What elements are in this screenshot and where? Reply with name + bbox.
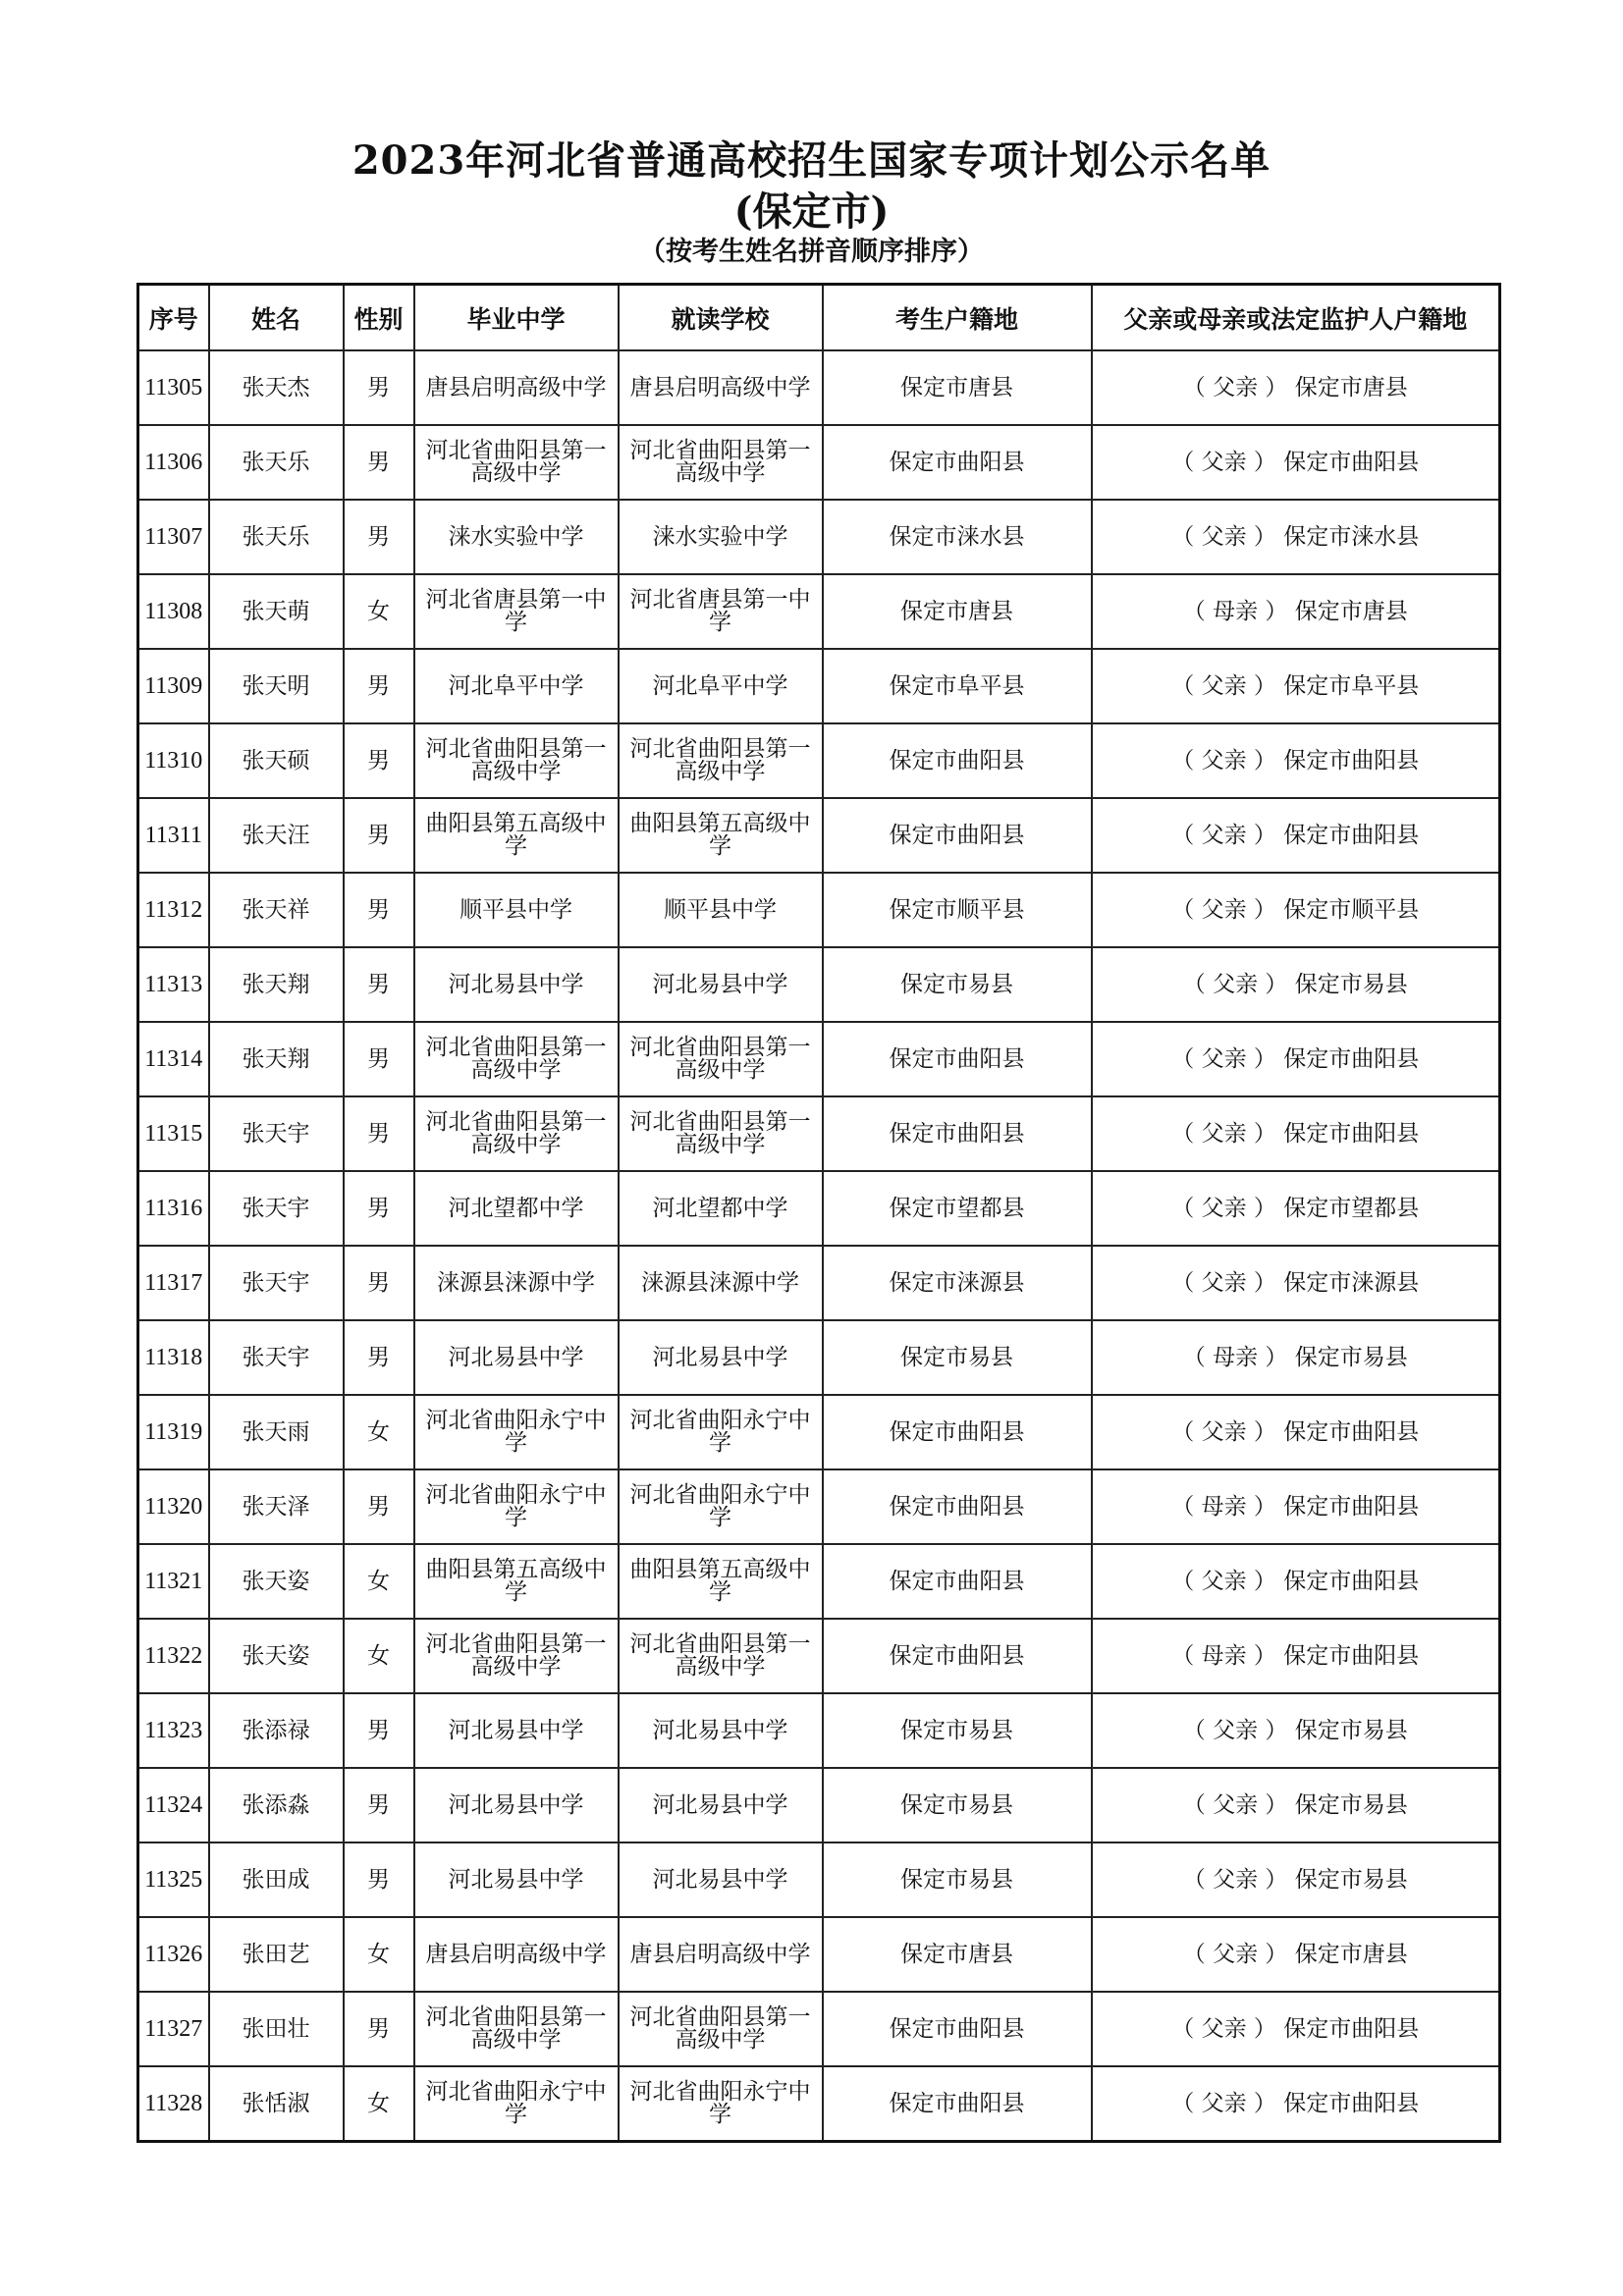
cell-serial: 11314: [138, 1022, 209, 1096]
cell-current-school: 河北省曲阳永宁中学: [619, 1469, 823, 1544]
cell-current-school: 唐县启明高级中学: [619, 1917, 823, 1992]
cell-guardian-household: （ 父亲 ） 保定市曲阳县: [1092, 1096, 1500, 1171]
cell-student-household: 保定市曲阳县: [823, 723, 1092, 798]
cell-current-school: 河北易县中学: [619, 1842, 823, 1917]
cell-guardian-household: （ 母亲 ） 保定市曲阳县: [1092, 1619, 1500, 1693]
header-student-household: 考生户籍地: [823, 285, 1092, 351]
cell-graduation-school: 曲阳县第五高级中学: [414, 1544, 619, 1619]
cell-current-school: 河北望都中学: [619, 1171, 823, 1246]
cell-current-school: 河北阜平中学: [619, 649, 823, 723]
cell-student-household: 保定市曲阳县: [823, 1096, 1092, 1171]
cell-current-school: 河北易县中学: [619, 1768, 823, 1842]
cell-graduation-school: 河北省曲阳县第一高级中学: [414, 1992, 619, 2066]
cell-gender: 女: [344, 1544, 414, 1619]
cell-serial: 11322: [138, 1619, 209, 1693]
cell-current-school: 河北省曲阳县第一高级中学: [619, 1992, 823, 2066]
cell-student-household: 保定市曲阳县: [823, 798, 1092, 873]
cell-student-household: 保定市易县: [823, 1768, 1092, 1842]
cell-gender: 男: [344, 1246, 414, 1320]
cell-serial: 11327: [138, 1992, 209, 2066]
cell-serial: 11320: [138, 1469, 209, 1544]
table-row: [138, 574, 1500, 649]
cell-name: 张天姿: [209, 1619, 344, 1693]
table-row: [138, 1544, 1500, 1619]
cell-guardian-household: （ 父亲 ） 保定市唐县: [1092, 1917, 1500, 1992]
header-guardian-household: 父亲或母亲或法定监护人户籍地: [1092, 285, 1500, 351]
cell-student-household: 保定市曲阳县: [823, 425, 1092, 500]
table-row: [138, 1022, 1500, 1096]
cell-graduation-school: 河北省曲阳县第一高级中学: [414, 1096, 619, 1171]
table-row: [138, 723, 1500, 798]
cell-serial: 11319: [138, 1395, 209, 1469]
cell-serial: 11307: [138, 500, 209, 574]
cell-student-household: 保定市曲阳县: [823, 2066, 1092, 2142]
table-row: [138, 350, 1500, 425]
table-header-row: [138, 285, 1500, 351]
cell-current-school: 河北省曲阳永宁中学: [619, 2066, 823, 2142]
cell-serial: 11326: [138, 1917, 209, 1992]
cell-gender: 男: [344, 350, 414, 425]
header-current-school: 就读学校: [619, 285, 823, 351]
cell-name: 张天宇: [209, 1171, 344, 1246]
cell-graduation-school: 河北省曲阳永宁中学: [414, 1469, 619, 1544]
cell-gender: 男: [344, 500, 414, 574]
cell-student-household: 保定市曲阳县: [823, 1022, 1092, 1096]
cell-graduation-school: 河北省曲阳县第一高级中学: [414, 1022, 619, 1096]
cell-guardian-household: （ 父亲 ） 保定市顺平县: [1092, 873, 1500, 947]
cell-graduation-school: 涞源县涞源中学: [414, 1246, 619, 1320]
cell-serial: 11313: [138, 947, 209, 1022]
cell-graduation-school: 河北阜平中学: [414, 649, 619, 723]
cell-current-school: 曲阳县第五高级中学: [619, 1544, 823, 1619]
cell-gender: 男: [344, 1469, 414, 1544]
cell-gender: 男: [344, 873, 414, 947]
cell-student-household: 保定市曲阳县: [823, 1992, 1092, 2066]
cell-graduation-school: 河北易县中学: [414, 1842, 619, 1917]
table-row: [138, 1246, 1500, 1320]
cell-guardian-household: （ 父亲 ） 保定市阜平县: [1092, 649, 1500, 723]
cell-serial: 11325: [138, 1842, 209, 1917]
roster-table: [136, 283, 1501, 2143]
cell-student-household: 保定市唐县: [823, 350, 1092, 425]
table-row: [138, 1768, 1500, 1842]
cell-student-household: 保定市易县: [823, 1320, 1092, 1395]
cell-student-household: 保定市顺平县: [823, 873, 1092, 947]
cell-guardian-household: （ 父亲 ） 保定市曲阳县: [1092, 2066, 1500, 2142]
cell-name: 张添禄: [209, 1693, 344, 1768]
cell-guardian-household: （ 母亲 ） 保定市唐县: [1092, 574, 1500, 649]
cell-name: 张恬淑: [209, 2066, 344, 2142]
cell-serial: 11315: [138, 1096, 209, 1171]
cell-serial: 11318: [138, 1320, 209, 1395]
cell-guardian-household: （ 母亲 ） 保定市曲阳县: [1092, 1469, 1500, 1544]
cell-graduation-school: 河北省曲阳县第一高级中学: [414, 1619, 619, 1693]
cell-serial: 11323: [138, 1693, 209, 1768]
sort-note: （按考生姓名拼音顺序排序）: [639, 237, 984, 267]
cell-serial: 11324: [138, 1768, 209, 1842]
cell-student-household: 保定市涞水县: [823, 500, 1092, 574]
table-row: [138, 1320, 1500, 1395]
cell-student-household: 保定市涞源县: [823, 1246, 1092, 1320]
cell-name: 张天泽: [209, 1469, 344, 1544]
header-name: 姓名: [209, 285, 344, 351]
cell-graduation-school: 河北省曲阳县第一高级中学: [414, 723, 619, 798]
cell-name: 张天宇: [209, 1320, 344, 1395]
cell-gender: 女: [344, 1395, 414, 1469]
cell-current-school: 河北省曲阳县第一高级中学: [619, 425, 823, 500]
cell-guardian-household: （ 母亲 ） 保定市易县: [1092, 1320, 1500, 1395]
cell-gender: 女: [344, 1619, 414, 1693]
table-row: [138, 1917, 1500, 1992]
cell-name: 张天乐: [209, 425, 344, 500]
cell-serial: 11312: [138, 873, 209, 947]
cell-name: 张田艺: [209, 1917, 344, 1992]
cell-serial: 11317: [138, 1246, 209, 1320]
cell-guardian-household: （ 父亲 ） 保定市曲阳县: [1092, 1022, 1500, 1096]
cell-serial: 11321: [138, 1544, 209, 1619]
cell-graduation-school: 河北易县中学: [414, 947, 619, 1022]
cell-current-school: 河北省曲阳县第一高级中学: [619, 723, 823, 798]
cell-name: 张天祥: [209, 873, 344, 947]
cell-name: 张天萌: [209, 574, 344, 649]
cell-name: 张添淼: [209, 1768, 344, 1842]
cell-current-school: 涞水实验中学: [619, 500, 823, 574]
cell-gender: 男: [344, 723, 414, 798]
cell-graduation-school: 唐县启明高级中学: [414, 350, 619, 425]
table-row: [138, 1619, 1500, 1693]
cell-gender: 男: [344, 947, 414, 1022]
cell-guardian-household: （ 父亲 ） 保定市曲阳县: [1092, 1544, 1500, 1619]
cell-gender: 女: [344, 1917, 414, 1992]
cell-guardian-household: （ 父亲 ） 保定市曲阳县: [1092, 723, 1500, 798]
cell-gender: 男: [344, 1022, 414, 1096]
cell-gender: 男: [344, 1171, 414, 1246]
cell-current-school: 河北易县中学: [619, 1320, 823, 1395]
cell-student-household: 保定市易县: [823, 1842, 1092, 1917]
cell-graduation-school: 河北省曲阳县第一高级中学: [414, 425, 619, 500]
cell-guardian-household: （ 父亲 ） 保定市易县: [1092, 1768, 1500, 1842]
cell-gender: 男: [344, 1768, 414, 1842]
cell-student-household: 保定市曲阳县: [823, 1469, 1092, 1544]
cell-name: 张田壮: [209, 1992, 344, 2066]
cell-student-household: 保定市曲阳县: [823, 1395, 1092, 1469]
cell-current-school: 河北省唐县第一中学: [619, 574, 823, 649]
cell-guardian-household: （ 父亲 ） 保定市曲阳县: [1092, 798, 1500, 873]
cell-gender: 女: [344, 2066, 414, 2142]
cell-current-school: 河北省曲阳县第一高级中学: [619, 1619, 823, 1693]
table-row: [138, 1992, 1500, 2066]
cell-current-school: 曲阳县第五高级中学: [619, 798, 823, 873]
cell-guardian-household: （ 父亲 ） 保定市曲阳县: [1092, 425, 1500, 500]
cell-current-school: 河北省曲阳永宁中学: [619, 1395, 823, 1469]
cell-name: 张天汪: [209, 798, 344, 873]
cell-current-school: 河北易县中学: [619, 1693, 823, 1768]
cell-student-household: 保定市阜平县: [823, 649, 1092, 723]
cell-gender: 男: [344, 1096, 414, 1171]
cell-name: 张天雨: [209, 1395, 344, 1469]
cell-guardian-household: （ 父亲 ） 保定市曲阳县: [1092, 1992, 1500, 2066]
cell-student-household: 保定市唐县: [823, 574, 1092, 649]
cell-gender: 男: [344, 649, 414, 723]
cell-guardian-household: （ 父亲 ） 保定市涞水县: [1092, 500, 1500, 574]
cell-gender: 男: [344, 1842, 414, 1917]
cell-gender: 男: [344, 425, 414, 500]
cell-student-household: 保定市曲阳县: [823, 1544, 1092, 1619]
cell-graduation-school: 曲阳县第五高级中学: [414, 798, 619, 873]
cell-graduation-school: 唐县启明高级中学: [414, 1917, 619, 1992]
cell-serial: 11310: [138, 723, 209, 798]
cell-name: 张田成: [209, 1842, 344, 1917]
cell-graduation-school: 河北省曲阳永宁中学: [414, 1395, 619, 1469]
cell-guardian-household: （ 父亲 ） 保定市易县: [1092, 947, 1500, 1022]
table-row: [138, 649, 1500, 723]
cell-gender: 女: [344, 574, 414, 649]
cell-name: 张天硕: [209, 723, 344, 798]
cell-current-school: 河北省曲阳县第一高级中学: [619, 1022, 823, 1096]
cell-gender: 男: [344, 1992, 414, 2066]
table-row: [138, 798, 1500, 873]
cell-name: 张天宇: [209, 1246, 344, 1320]
table-row: [138, 1693, 1500, 1768]
cell-serial: 11328: [138, 2066, 209, 2142]
cell-name: 张天翔: [209, 1022, 344, 1096]
table-row: [138, 1395, 1500, 1469]
cell-gender: 男: [344, 798, 414, 873]
table-row: [138, 500, 1500, 574]
cell-serial: 11308: [138, 574, 209, 649]
cell-graduation-school: 河北易县中学: [414, 1320, 619, 1395]
document-subtitle: (保定市): [733, 188, 890, 235]
cell-name: 张天杰: [209, 350, 344, 425]
cell-current-school: 涞源县涞源中学: [619, 1246, 823, 1320]
cell-serial: 11311: [138, 798, 209, 873]
cell-serial: 11316: [138, 1171, 209, 1246]
cell-guardian-household: （ 父亲 ） 保定市唐县: [1092, 350, 1500, 425]
cell-guardian-household: （ 父亲 ） 保定市曲阳县: [1092, 1395, 1500, 1469]
table-row: [138, 947, 1500, 1022]
cell-student-household: 保定市唐县: [823, 1917, 1092, 1992]
document-title: 2023年河北省普通高校招生国家专项计划公示名单: [352, 137, 1271, 184]
cell-name: 张天明: [209, 649, 344, 723]
cell-guardian-household: （ 父亲 ） 保定市易县: [1092, 1693, 1500, 1768]
cell-current-school: 河北省曲阳县第一高级中学: [619, 1096, 823, 1171]
cell-graduation-school: 河北望都中学: [414, 1171, 619, 1246]
cell-graduation-school: 河北省唐县第一中学: [414, 574, 619, 649]
cell-guardian-household: （ 父亲 ） 保定市望都县: [1092, 1171, 1500, 1246]
cell-current-school: 唐县启明高级中学: [619, 350, 823, 425]
cell-graduation-school: 顺平县中学: [414, 873, 619, 947]
cell-serial: 11306: [138, 425, 209, 500]
cell-name: 张天宇: [209, 1096, 344, 1171]
cell-student-household: 保定市曲阳县: [823, 1619, 1092, 1693]
cell-name: 张天翔: [209, 947, 344, 1022]
cell-student-household: 保定市易县: [823, 1693, 1092, 1768]
cell-name: 张天乐: [209, 500, 344, 574]
cell-current-school: 河北易县中学: [619, 947, 823, 1022]
cell-guardian-household: （ 父亲 ） 保定市易县: [1092, 1842, 1500, 1917]
cell-current-school: 顺平县中学: [619, 873, 823, 947]
table-row: [138, 2066, 1500, 2142]
header-serial: 序号: [138, 285, 209, 351]
cell-name: 张天姿: [209, 1544, 344, 1619]
cell-graduation-school: 河北易县中学: [414, 1768, 619, 1842]
table-row: [138, 1171, 1500, 1246]
cell-graduation-school: 河北省曲阳永宁中学: [414, 2066, 619, 2142]
table-row: [138, 1842, 1500, 1917]
header-gender: 性别: [344, 285, 414, 351]
cell-gender: 男: [344, 1320, 414, 1395]
header-graduation-school: 毕业中学: [414, 285, 619, 351]
table-row: [138, 1469, 1500, 1544]
cell-serial: 11305: [138, 350, 209, 425]
table-body: [138, 350, 1500, 2142]
cell-serial: 11309: [138, 649, 209, 723]
table-row: [138, 1096, 1500, 1171]
cell-guardian-household: （ 父亲 ） 保定市涞源县: [1092, 1246, 1500, 1320]
table-row: [138, 425, 1500, 500]
cell-student-household: 保定市望都县: [823, 1171, 1092, 1246]
cell-gender: 男: [344, 1693, 414, 1768]
cell-graduation-school: 涞水实验中学: [414, 500, 619, 574]
cell-student-household: 保定市易县: [823, 947, 1092, 1022]
table-row: [138, 873, 1500, 947]
cell-graduation-school: 河北易县中学: [414, 1693, 619, 1768]
